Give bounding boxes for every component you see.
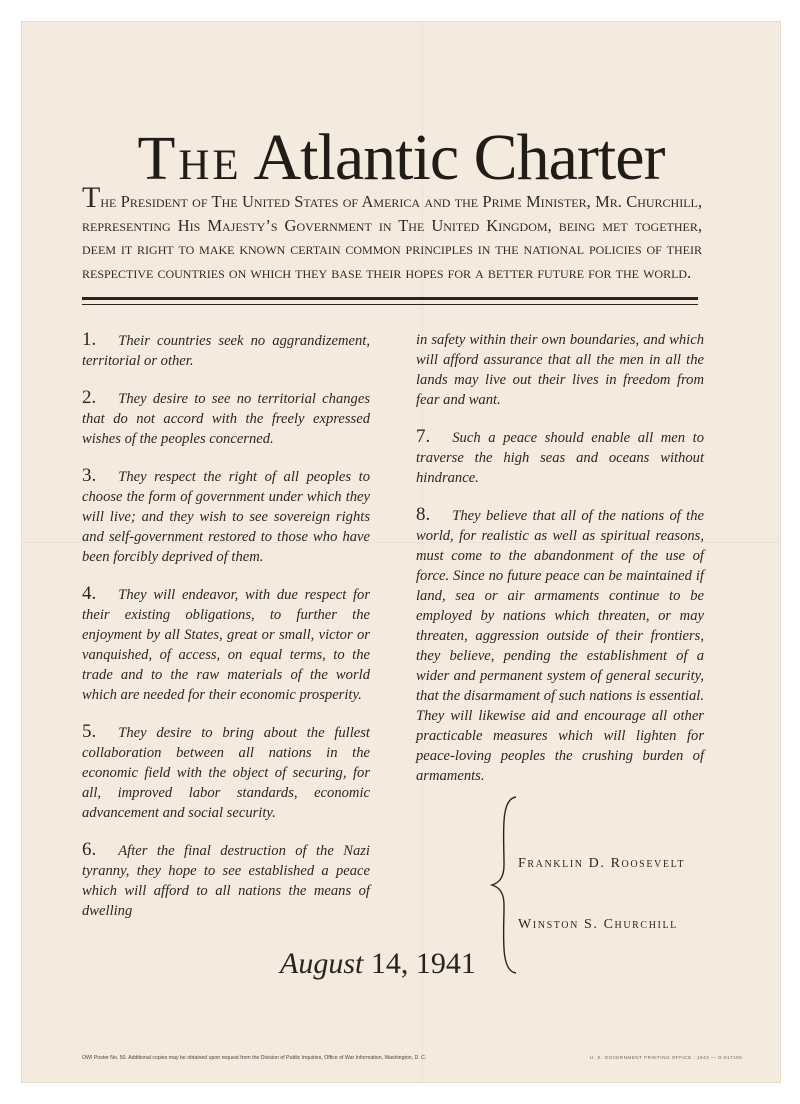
article-item: [82, 584, 370, 705]
article-text: They believe that all of the nations of the world, for realistic as well as spiritual reasons, must come to the abandonment of the use of force. Since no future peace can be maintained if land, sea or air armaments continue to be employed by nations which threaten, or may threaten, aggression outside of their frontiers, they believe, pending the establishment of a wider and permanent system of general security, that the disarmament of such nations is essential. They will likewise aid and encourage all other practicable measures which will lighten for peace-loving peoples the crushing burden of armaments.: [416, 508, 704, 784]
right-column: [416, 330, 704, 803]
date-month: August: [280, 947, 364, 980]
preamble-text: he President of The United States of America and the Prime Minister, Mr. Churchill, representing His Majesty’s Government in The United Kingdom, being met together, deem it right to make known certain common principles in the national policies of their respective countries on which they base their hopes for a better future for the world.: [82, 192, 702, 282]
article-text: They desire to bring about the fullest collaboration between all nations in the economic field with the object of securing, for all, improved labor standards, economic advancement and social security.: [82, 725, 370, 821]
article-number: 6.: [82, 839, 97, 860]
article-number: 1.: [82, 329, 97, 350]
title-main: Atlantic Charter: [253, 121, 665, 194]
article-item: [82, 466, 370, 567]
article-number: 4.: [82, 583, 97, 604]
article-item: [82, 840, 370, 921]
preamble: [82, 181, 702, 284]
date-day-year: 14, 1941: [370, 947, 476, 980]
page-title: [22, 118, 780, 199]
article-item: [82, 722, 370, 823]
footer-credit: OWI Poster No. 50. Additional copies may be obtained upon request from the Division of Public Inquiries, Office of War Information, Washington, D. C.: [82, 1055, 427, 1061]
signature-churchill: Winston S. Churchill: [518, 917, 678, 932]
signature-brace: [490, 795, 520, 975]
title-the: The: [137, 125, 242, 193]
article-item: [416, 427, 704, 488]
article-number: 2.: [82, 387, 97, 408]
article-text: Their countries seek no aggrandizement, territorial or other.: [82, 333, 370, 369]
article-item: [416, 505, 704, 786]
article-text: They desire to see no territorial changes that do not accord with the freely expressed wishes of the peoples concerned.: [82, 391, 370, 447]
article-number: 8.: [416, 504, 431, 525]
article-item: [82, 330, 370, 371]
left-column: [82, 330, 370, 938]
signature-roosevelt: Franklin D. Roosevelt: [518, 856, 686, 871]
article-text: They will endeavor, with due respect for their existing obligations, to further the enjoyment by all States, great or small, victor or vanquished, of access, on equal terms, to the trade and to the raw materials of the world which are needed for their economic prosperity.: [82, 587, 370, 703]
drop-cap: T: [82, 181, 101, 214]
footer-printer: U. S. GOVERNMENT PRINTING OFFICE : 1943 — O-517155: [590, 1055, 743, 1060]
date-line: [280, 947, 476, 981]
article-number: 5.: [82, 721, 97, 742]
article-6-continuation: in safety within their own boundaries, and which will afford assurance that all the men in all the lands may live out their lives in freedom from fear and want.: [416, 332, 704, 408]
article-text: After the final destruction of the Nazi tyranny, they hope to see established a peace which will afford to all nations the means of dwelling: [82, 843, 370, 919]
article-text: They respect the right of all peoples to choose the form of government under which they will live; and they wish to see sovereign rights and self-government restored to those who have been forcibly deprived of them.: [82, 469, 370, 565]
article-text: Such a peace should enable all men to traverse the high seas and oceans without hindrance.: [416, 430, 704, 486]
divider-thin: [82, 304, 698, 305]
article-number: 7.: [416, 426, 431, 447]
divider-thick: [82, 297, 698, 300]
article-number: 3.: [82, 465, 97, 486]
article-item: [82, 388, 370, 449]
